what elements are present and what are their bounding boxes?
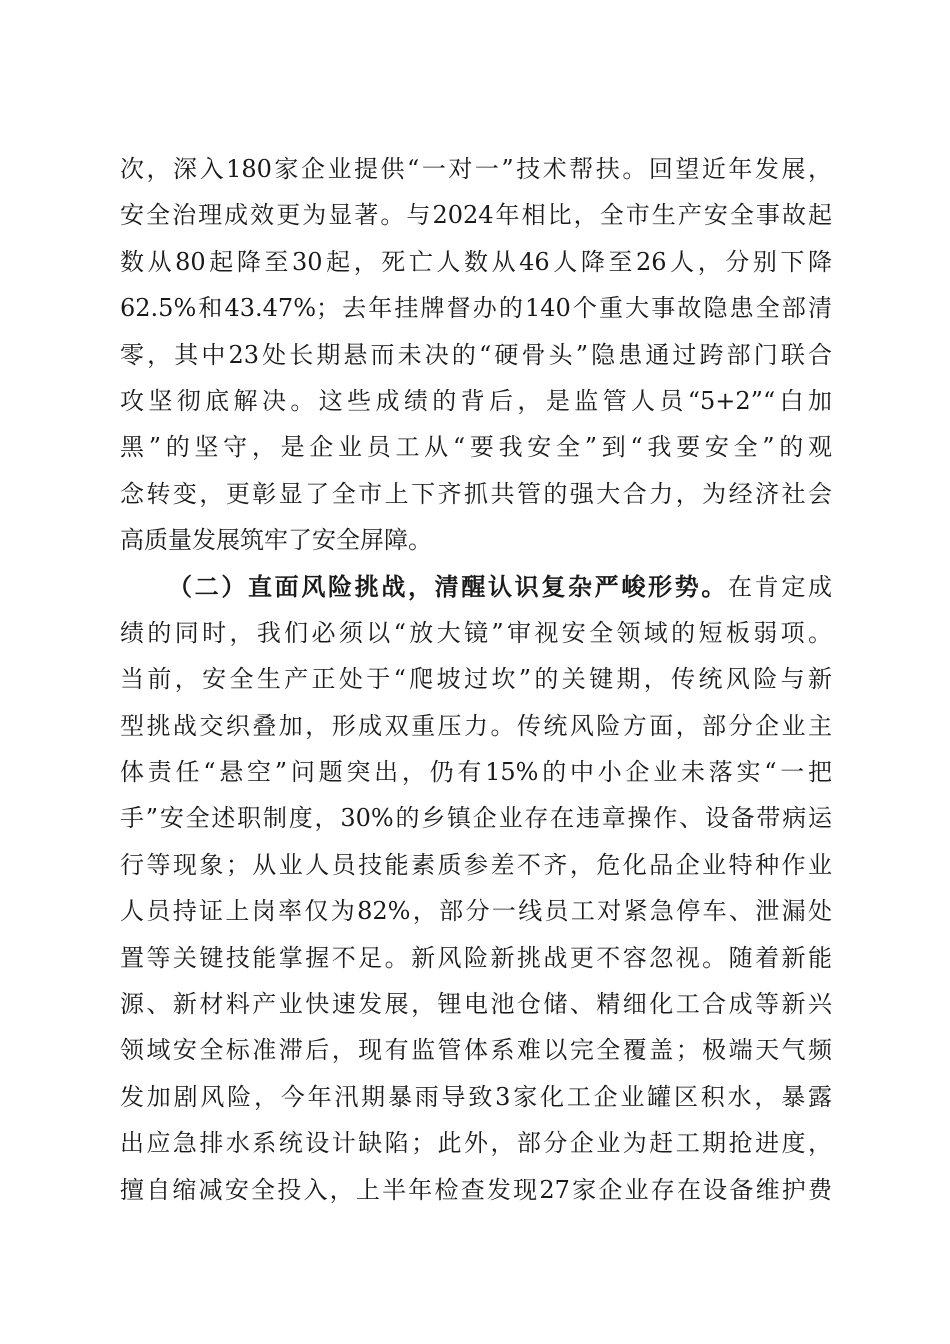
paragraph-line: 领域安全标准滞后，现有监管体系难以完全覆盖；极端天气频 [120,1036,832,1065]
paragraph-line: 行等现象；从业人员技能素质参差不齐，危化品企业特种作业 [120,850,832,879]
paragraph-line: 人员持证上岗率仅为82%，部分一线员工对紧急停车、泄漏处 [120,897,832,926]
paragraph-line: 擅自缩减安全投入，上半年检查发现27家企业存在设备维护费 [120,1175,832,1204]
paragraph-line: 高质量发展筑牢了安全屏障。 [120,526,432,555]
paragraph-line: 绩的同时，我们必须以“放大镜”审视安全领域的短板弱项。 [120,618,832,647]
paragraph-line: 攻坚彻底解决。这些成绩的背后，是监管人员“5+2”“白加 [120,386,832,415]
paragraph-line: 当前，安全生产正处于“爬坡过坎”的关键期，传统风险与新 [120,665,832,694]
paragraph-line: 出应急排水系统设计缺陷；此外，部分企业为赶工期抢进度， [120,1129,832,1158]
paragraph-line: 安全治理成效更为显著。与2024年相比，全市生产安全事故起 [120,201,832,230]
paragraph-line: 源、新材料产业快速发展，锂电池仓储、精细化工合成等新兴 [120,990,832,1019]
paragraph-line: 体责任“悬空”问题突出，仍有15%的中小企业未落实“一把 [120,758,832,787]
paragraph-line: 黑”的坚守，是企业员工从“要我安全”到“我要安全”的观 [120,433,832,462]
document-body [120,146,832,1213]
paragraph-line: 发加剧风险，今年汛期暴雨导致3家化工企业罐区积水，暴露 [120,1082,832,1111]
paragraph-line: 数从80起降至30起，死亡人数从46人降至26人，分别下降 [120,247,832,276]
paragraph-line: 手”安全述职制度，30%的乡镇企业存在违章操作、设备带病运 [120,804,832,833]
paragraph-line: 次，深入180家企业提供“一对一”技术帮扶。回望近年发展， [120,155,832,183]
paragraph-line: 置等关键技能掌握不足。新风险新挑战更不容忽视。随着新能 [120,943,832,972]
paragraph-line: 零，其中23处长期悬而未决的“硬骨头”隐患通过跨部门联合 [120,340,832,369]
section-first-line-text: 在肯定成 [728,572,832,601]
paragraph-line: 念转变，更彰显了全市上下齐抓共管的强大合力，为经济社会 [120,479,832,508]
paragraph-line: 62.5%和43.47%；去年挂牌督办的140个重大事故隐患全部清 [120,294,832,323]
section-heading: （二）直面风险挑战，清醒认识复杂严峻形势。 [168,571,728,601]
section-first-line [120,564,832,610]
paragraph-line: 型挑战交织叠加，形成双重压力。传统风险方面，部分企业主 [120,711,832,740]
